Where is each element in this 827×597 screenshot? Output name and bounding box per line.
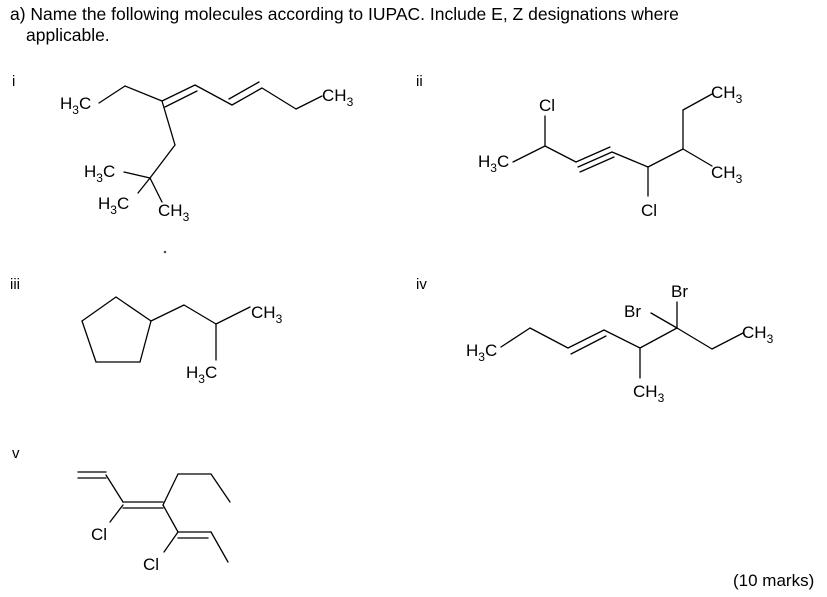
label-ch3: $CH_3$ — [742, 323, 774, 346]
bond — [110, 505, 123, 522]
label-h3c: $H_3C$ — [478, 152, 510, 175]
label-ch3: $CH_3$ — [711, 163, 743, 186]
bond — [513, 146, 545, 162]
bond — [150, 178, 162, 202]
label-h3c: $H_3C$ — [60, 94, 92, 117]
bond — [125, 86, 162, 101]
bond — [184, 305, 216, 324]
numeral-iii: iii — [10, 276, 20, 293]
label-br: Br — [671, 282, 688, 301]
bond — [163, 505, 178, 532]
bond — [232, 88, 262, 105]
bond — [530, 328, 568, 348]
bond — [501, 328, 530, 347]
molecule-v — [78, 472, 230, 574]
bond-ring — [82, 297, 116, 321]
label-ch3: $CH_3$ — [251, 303, 283, 326]
bond-double-inner — [229, 82, 259, 99]
bond — [162, 101, 175, 145]
bond — [124, 172, 150, 178]
label-cl: Cl — [641, 201, 658, 220]
bond — [648, 149, 683, 167]
bond-double-inner — [165, 91, 197, 107]
label-cl: Cl — [143, 555, 160, 574]
bond — [99, 86, 125, 103]
bond — [211, 474, 230, 502]
bond — [151, 305, 184, 321]
bond — [683, 94, 712, 110]
bond-ring — [82, 321, 96, 362]
bond — [296, 96, 322, 109]
label-ch3: $CH_3$ — [322, 86, 354, 109]
bond — [138, 178, 150, 193]
question-line-1: a) Name the following molecules according to IUPAC. Include E, Z designations where — [10, 4, 679, 24]
numeral-v: v — [12, 445, 20, 462]
bond — [568, 330, 604, 348]
bond — [150, 145, 175, 178]
bond — [216, 307, 250, 324]
marks-label: (10 marks) — [733, 571, 815, 590]
question-line-2: applicable. — [26, 25, 110, 45]
bond — [262, 88, 296, 109]
bond-double-inner — [571, 336, 606, 354]
bond-ring — [140, 321, 151, 362]
bond — [651, 313, 677, 328]
label-h3c: $H_3C$ — [186, 363, 218, 386]
numeral-ii: ii — [416, 73, 423, 90]
numeral-i: i — [12, 73, 16, 90]
molecule-ii — [478, 83, 743, 220]
label-h3c: $H_3C$ — [466, 341, 498, 364]
bond — [164, 532, 178, 552]
bond — [106, 475, 123, 502]
bond-ring — [116, 297, 151, 321]
label-ch3: $CH_3$ — [711, 83, 743, 106]
label-cl: Cl — [539, 96, 556, 115]
molecule-i — [60, 82, 354, 253]
label-h3c: $H_3C$ — [84, 162, 116, 185]
molecule-iv — [466, 282, 774, 405]
bond — [677, 328, 712, 349]
label-cl: Cl — [91, 525, 108, 544]
stray-dot — [164, 251, 167, 254]
label-ch3: $CH_3$ — [158, 201, 190, 224]
bond — [683, 149, 712, 166]
bond — [612, 152, 648, 167]
label-ch3: $CH_3$ — [633, 382, 665, 405]
bond — [640, 328, 677, 348]
numeral-iv: iv — [416, 276, 427, 293]
bond — [211, 532, 228, 562]
bond — [604, 330, 640, 348]
molecule-iii — [82, 297, 283, 386]
bond — [163, 474, 178, 505]
label-br: Br — [624, 302, 641, 321]
bond — [162, 85, 195, 101]
bond — [545, 146, 576, 162]
bond — [195, 85, 232, 105]
bond — [712, 333, 743, 349]
label-h3c: $H_3C$ — [98, 194, 130, 217]
